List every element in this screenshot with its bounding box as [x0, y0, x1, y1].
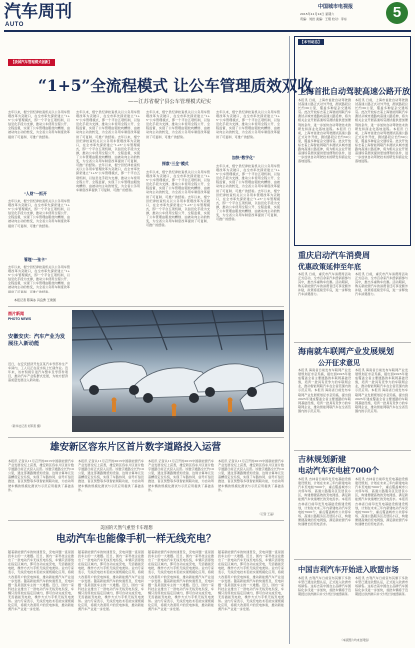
- right-item-3-title: 海南就车联网产业发展规划: [298, 346, 394, 356]
- news2-credit: （记者 王晶）: [258, 512, 276, 516]
- news4-body-col-2: 随着新能源汽车的快速普及，充电问题一直是困扰车主的一大难题。近日，国内一家科技企业推出了一款电动汽车无线充电系统，车辆只需停放在指定区域内，即可自动完成充电，无需插拔充电枪，操作方式与手机无线充电类似。业内专家表示，无线充电技术若能实现规模化应用，将极大改善用户的充电体验，推动新能源汽车产业进一步发展。随着新能源汽车的快速普及，充电问题一直是困扰车主的一大难题。近日，国内一家科技企业推出了一款电动汽车无线充电系统，车辆只需停放在指定区域内，即可自动完成充电，无需插拔充电枪，操作方式与手机无线充电类似。业内专家表示，无线充电技术若能实现规模化应用，将极大改善用户的充电体验，推动新能源汽车产业进一步发展。: [78, 550, 144, 612]
- date-line: 2015年11月14日 星期六: [300, 12, 335, 16]
- right-item-3-body-a: 本报讯 海南省日前发布车联网产业发展规划征求意见稿，提出到2025年建成覆盖全省主要道路的车联网基础设施，培育一批具有竞争力的车联网企业，推动智能网联汽车在全省范围内的示范应用。本报讯 海南省日前发布车联网产业发展规划征求意见稿，提出到2025年建成覆盖全省主要道路的车联网基础设施，培育一批具有竞争力的车联网企业，推动智能网联汽车在全省范围内的示范应用。: [298, 368, 351, 413]
- photo-divider: [8, 437, 284, 438]
- right-item-5-title: 中国吉利汽车开始进入欧盟市场: [298, 565, 399, 574]
- right-item-3-subtitle: 公开征求意见: [318, 358, 360, 367]
- right-item-2-title: 重庆启动汽车消费周: [298, 250, 370, 260]
- factory-photo: [72, 310, 284, 432]
- news2-body-col-2: 本报讯 记者从11月召开的2015中国新能源汽车产业发展论坛上获悉，雄安新区容东片区首片数字道路日前正式投入运营。该数字道路全长约10公里，通过部署路侧感知设备、边缘计算单元及高精度定位系统，实现了车路协同、信号灯信息推送、盲区预警等多项智能网联功能，为自动驾驶车辆的规模化测试与示范应用提供了基础条件。: [78, 459, 144, 492]
- right-item-2-subtitle: 优惠政策延伸至年底: [298, 262, 361, 271]
- lead-body-col-4: 去年以来，棍宁县纪律检查机关以公务用车管理改革为突破口，在全市率先探索建立“1+5”公车管理模式，即一个平台五项机制，以信息化手段为支撑，推动公车使用全程公开、全程监督，实现了公车管理由粗放向精细、由被动向主动的转变，为全省公务用车制度改革提供了可复制、可推广的经验。: [216, 110, 280, 139]
- newspaper-name: 中国城市电视报: [318, 4, 354, 10]
- lead-subtitle: ——江苏省棍宁县公车管理模式纪实: [128, 99, 212, 105]
- lead-author: 本报记者 陈海冰 冯良勇 王建国: [14, 298, 56, 302]
- photo-caption-body: 近日，在安庆经济开发区某汽车零部件生产车间内，工人们正在流水线上忙碌作业。近年来，该市积极引进汽车整车及零部件项目，推动汽车产业集群式发展，为地方经济高质量发展注入新动能。: [8, 362, 68, 383]
- right-item-4-body-b: 本报讯 吉林省日前印发充电基础设施建设规划，计划在未来三年内新建电动汽车充电桩7000个，重点覆盖城市公共停车场、高速公路服务区及居民小区，构建便捷高效的充电网络，满足新能源汽车快速增长的充电需求。本报讯 吉林省日前印发充电基础设施建设规划，计划在未来三年内新建电动汽车充电桩7000个，重点覆盖城市公共停车场、高速公路服务区及居民小区，构建便捷高效的充电网络，满足新能源汽车快速增长的充电需求。: [355, 477, 408, 527]
- photo-credit: （新华社记者 刘军喜 摄）: [10, 424, 43, 428]
- lead-subhead-3: 探索“三全”模式: [162, 162, 189, 166]
- news4-body-col-3: 随着新能源汽车的快速普及，充电问题一直是困扰车主的一大难题。近日，国内一家科技企业推出了一款电动汽车无线充电系统，车辆只需停放在指定区域内，即可自动完成充电，无需插拔充电枪，操作方式与手机无线充电类似。业内专家表示，无线充电技术若能实现规模化应用，将极大改善用户的充电体验，推动新能源汽车产业进一步发展。随着新能源汽车的快速普及，充电问题一直是困扰车主的一大难题。近日，国内一家科技企业推出了一款电动汽车无线充电系统，车辆只需停放在指定区域内，即可自动完成充电，无需插拔充电枪，操作方式与手机无线充电类似。业内专家表示，无线充电技术若能实现规模化应用，将极大改善用户的充电体验，推动新能源汽车产业进一步发展。: [148, 550, 214, 612]
- right-divider-2: [294, 450, 411, 451]
- lead-body-col-3: 去年以来，棍宁县纪律检查机关以公务用车管理改革为突破口，在全市率先探索建立“1+5”公车管理模式，即一个平台五项机制，以信息化手段为支撑，推动公车使用全程公开、全程监督，实现了公车管理由粗放向精细、由被动向主动的转变，为全省公务用车制度改革提供了可复制、可推广的经验。: [146, 110, 210, 139]
- right-item-1-body-a: 本报讯 日前，上海市首批自动驾驶测试高速公路正式对外开放，测试路段总长约30公里，覆盖多种复杂交通场景。此次开放标志着上海智能网联汽车测试从城市道路向高速公路延伸，将为相关企业开展高速场景测试提供更加便利的条件，进一步加快自动驾驶技术的研发和商业化落地进程。本报讯 日前，上海市首批自动驾驶测试高速公路正式对外开放，测试路段总长约30公里，覆盖多种复杂交通场景。此次开放标志着上海智能网联汽车测试从城市道路向高速公路延伸，将为相关企业开展高速场景测试提供更加便利的条件，进一步加快自动驾驶技术的研发和商业化落地进程。: [298, 98, 351, 164]
- lead-subhead-2: 管理“一张卡”: [24, 258, 47, 262]
- right-item-5-body-a: 本报讯 吉利汽车日前宣布其旗下多款车型已通过欧盟认证，正式进入欧洲市场销售。这标志着中国自主品牌汽车国际化步伐进一步加快，首批车辆将于近期抵达欧洲港口并交付给当地经销商。: [298, 576, 351, 597]
- right-item-3-body-b: 本报讯 海南省日前发布车联网产业发展规划征求意见稿，提出到2025年建成覆盖全省主要道路的车联网基础设施，培育一批具有竞争力的车联网企业，推动智能网联汽车在全省范围内的示范应用。本报讯 海南省日前发布车联网产业发展规划征求意见稿，提出到2025年建成覆盖全省主要道路的车联网基础设施，培育一批具有竞争力的车联网企业，推动智能网联汽车在全省范围内的示范应用。: [355, 368, 408, 413]
- right-item-4-subtitle: 电动汽车充电桩7000个: [298, 466, 379, 475]
- right-divider-3: [294, 559, 411, 560]
- lead-body-col-2: 去年以来，棍宁县纪律检查机关以公务用车管理改革为突破口，在全市率先探索建立“1+5”公车管理模式，即一个平台五项机制，以信息化手段为支撑，推动公车使用全程公开、全程监督，实现了公车管理由粗放向精细、由被动向主动的转变，为全省公务用车制度改革提供了可复制、可推广的经验。去年以来，棍宁县纪律检查机关以公务用车管理改革为突破口，在全市率先探索建立“1+5”公车管理模式，即一个平台五项机制，以信息化手段为支撑，推动公车使用全程公开、全程监督，实现了公车管理由粗放向精细、由被动向主动的转变，为全省公务用车制度改革提供了可复制、可推广的经验。去年以来，棍宁县纪律检查机关以公务用车管理改革为突破口，在全市率先探索建立“1+5”公车管理模式，即一个平台五项机制，以信息化手段为支撑，推动公车使用全程公开、全程监督，实现了公车管理由粗放向精细、由被动向主动的转变，为全省公务用车制度改革提供了可复制、可推广的经验。: [76, 110, 140, 192]
- news2-title: 雄安新区容东片区首片数字道路投入运营: [50, 442, 222, 453]
- section-title-en: AUTO: [5, 22, 24, 28]
- right-item-4-body-a: 本报讯 吉林省日前印发充电基础设施建设规划，计划在未来三年内新建电动汽车充电桩7000个，重点覆盖城市公共停车场、高速公路服务区及居民小区，构建便捷高效的充电网络，满足新能源汽车快速增长的充电需求。本报讯 吉林省日前印发充电基础设施建设规划，计划在未来三年内新建电动汽车充电桩7000个，重点覆盖城市公共停车场、高速公路服务区及居民小区，构建便捷高效的充电网络，满足新能源汽车快速增长的充电需求。: [298, 477, 351, 527]
- news2-body-col-3: 本报讯 记者从11月召开的2015中国新能源汽车产业发展论坛上获悉，雄安新区容东片区首片数字道路日前正式投入运营。该数字道路全长约10公里，通过部署路侧感知设备、边缘计算单元及高精度定位系统，实现了车路协同、信号灯信息推送、盲区预警等多项智能网联功能，为自动驾驶车辆的规模化测试与示范应用提供了基础条件。: [148, 459, 214, 492]
- lead-body-col-4b: 去年以来，棍宁县纪律检查机关以公务用车管理改革为突破口，在全市率先探索建立“1+5”公车管理模式，即一个平台五项机制，以信息化手段为支撑，推动公车使用全程公开、全程监督，实现了公车管理由粗放向精细、由被动向主动的转变，为全省公务用车制度改革提供了可复制、可推广的经验。去年以来，棍宁县纪律检查机关以公务用车管理改革为突破口，在全市率先探索建立“1+5”公车管理模式，即一个平台五项机制，以信息化手段为支撑，推动公车使用全程公开、全程监督，实现了公车管理由粗放向精细、由被动向主动的转变，为全省公务用车制度改革提供了可复制、可推广的经验。: [216, 164, 280, 222]
- header-rule: [4, 30, 411, 32]
- lead-body-col-1: 去年以来，棍宁县纪律检查机关以公务用车管理改革为突破口，在全市率先探索建立“1+5”公车管理模式，即一个平台五项机制，以信息化手段为支撑，推动公车使用全程公开、全程监督，实现了公车管理由粗放向精细、由被动向主动的转变，为全省公务用车制度改革提供了可复制、可推广的经验。: [8, 110, 70, 139]
- right-item-1-title: 上海首批自动驾驶高速公路开放: [298, 86, 410, 96]
- lead-subhead-1: “人财”一抓开: [24, 192, 47, 196]
- news4-title: 电动汽车也能像手机一样无线充电？: [56, 534, 216, 545]
- lead-body-col-3b: 去年以来，棍宁县纪律检查机关以公务用车管理改革为突破口，在全市率先探索建立“1+5”公车管理模式，即一个平台五项机制，以信息化手段为支撑，推动公车使用全程公开、全程监督，实现了公车管理由粗放向精细、由被动向主动的转变，为全省公务用车制度改革提供了可复制、可推广的经验。去年以来，棍宁县纪律检查机关以公务用车管理改革为突破口，在全市率先探索建立“1+5”公车管理模式，即一个平台五项机制，以信息化手段为支撑，推动公车使用全程公开、全程监督，实现了公车管理由粗放向精细、由被动向主动的转变，为全省公务用车制度改革提供了可复制、可推广的经验。: [146, 170, 210, 228]
- photo-caption-title: 安徽安庆：汽车产业为发展注入新动能: [8, 334, 66, 347]
- photo-label: 图片新闻: [8, 311, 24, 316]
- lead-title: “1+5”全流程模式 让公车管理质效双收: [38, 76, 313, 95]
- news2-body-col-1: 本报讯 记者从11月召开的2015中国新能源汽车产业发展论坛上获悉，雄安新区容东片区首片数字道路日前正式投入运营。该数字道路全长约10公里，通过部署路侧感知设备、边缘计算单元及高精度定位系统，实现了车路协同、信号灯信息推送、盲区预警等多项智能网联功能，为自动驾驶车辆的规模化测试与示范应用提供了基础条件。: [8, 459, 74, 492]
- right-item-2-body-a: 本报讯 日前，重庆市汽车消费周活动正式启动，全市百余家汽车经销商参与其中，推出多重购车优惠。活动期间，购买新能源汽车的消费者还可享受额外补贴，政策将延续至年底，进一步释放汽车消费潜力。: [298, 272, 351, 297]
- right-item-4-title: 吉林规划新建: [298, 454, 346, 464]
- news2-body-col-4: 本报讯 记者从11月召开的2015中国新能源汽车产业发展论坛上获悉，雄安新区容东片区首片数字道路日前正式投入运营。该数字道路全长约10公里，通过部署路侧感知设备、边缘计算单元及高精度定位系统，实现了车路协同、信号灯信息推送、盲区预警等多项智能网联功能，为自动驾驶车辆的规模化测试与示范应用提供了基础条件。: [218, 459, 284, 492]
- right-divider-1: [294, 342, 411, 343]
- news2-divider: [8, 520, 284, 521]
- news4-body-col-4: 随着新能源汽车的快速普及，充电问题一直是困扰车主的一大难题。近日，国内一家科技企业推出了一款电动汽车无线充电系统，车辆只需停放在指定区域内，即可自动完成充电，无需插拔充电枪，操作方式与手机无线充电类似。业内专家表示，无线充电技术若能实现规模化应用，将极大改善用户的充电体验，推动新能源汽车产业进一步发展。随着新能源汽车的快速普及，充电问题一直是困扰车主的一大难题。近日，国内一家科技企业推出了一款电动汽车无线充电系统，车辆只需停放在指定区域内，即可自动完成充电，无需插拔充电枪，操作方式与手机无线充电类似。业内专家表示，无线充电技术若能实现规模化应用，将极大改善用户的充电体验，推动新能源汽车产业进一步发展。: [218, 550, 284, 612]
- lead-body-col-1c: 去年以来，棍宁县纪律检查机关以公务用车管理改革为突破口，在全市率先探索建立“1+5”公车管理模式，即一个平台五项机制，以信息化手段为支撑，推动公车使用全程公开、全程监督，实现了公车管理由粗放向精细、由被动向主动的转变，为全省公务用车制度改革提供了可复制、可推广的经验。: [8, 265, 70, 293]
- lead-label: 【我国汽车管理模式创新】: [8, 59, 55, 66]
- news4-kicker: 美国的天然气重型卡车理想: [100, 526, 153, 531]
- lead-body-col-1b: 去年以来，棍宁县纪律检查机关以公务用车管理改革为突破口，在全市率先探索建立“1+5”公车管理模式，即一个平台五项机制，以信息化手段为支撑，推动公车使用全程公开、全程监督，实现了公车管理由粗放向精细、由被动向主动的转变，为全省公务用车制度改革提供了可复制、可推广的经验。: [8, 199, 70, 228]
- right-item-2-body-b: 本报讯 日前，重庆市汽车消费周活动正式启动，全市百余家汽车经销商参与其中，推出多重购车优惠。活动期间，购买新能源汽车的消费者还可享受额外补贴，政策将延续至年底，进一步释放汽车消费潜力。: [355, 272, 408, 297]
- factory-photo-illustration: [72, 310, 284, 432]
- page-number-badge: [386, 2, 408, 24]
- right-box-label: 【本刊动态】: [300, 39, 322, 44]
- right-item-5-body-b: 本报讯 吉利汽车日前宣布其旗下多款车型已通过欧盟认证，正式进入欧洲市场销售。这标志着中国自主品牌汽车国际化步伐进一步加快，首批车辆将于近期抵达欧洲港口并交付给当地经销商。: [355, 576, 408, 597]
- lead-divider: [8, 306, 284, 307]
- right-footer-note: （本版图片均来自网络）: [340, 638, 371, 642]
- right-column-border: [289, 36, 290, 644]
- section-title: 汽车周刊: [4, 2, 72, 21]
- photo-label-en: PHOTO NEWS: [8, 317, 32, 321]
- edition-line: 责编：刘岩 美编：王翔 校对：李东: [300, 17, 347, 21]
- lead-subhead-4: 加快“数字化”: [232, 156, 255, 160]
- page-number: 5: [392, 4, 402, 21]
- right-item-1-body-b: 本报讯 日前，上海市首批自动驾驶测试高速公路正式对外开放，测试路段总长约30公里，覆盖多种复杂交通场景。此次开放标志着上海智能网联汽车测试从城市道路向高速公路延伸，将为相关企业开展高速场景测试提供更加便利的条件，进一步加快自动驾驶技术的研发和商业化落地进程。本报讯 日前，上海市首批自动驾驶测试高速公路正式对外开放，测试路段总长约30公里，覆盖多种复杂交通场景。此次开放标志着上海智能网联汽车测试从城市道路向高速公路延伸，将为相关企业开展高速场景测试提供更加便利的条件，进一步加快自动驾驶技术的研发和商业化落地进程。: [355, 98, 408, 164]
- news4-body-col-1: 随着新能源汽车的快速普及，充电问题一直是困扰车主的一大难题。近日，国内一家科技企业推出了一款电动汽车无线充电系统，车辆只需停放在指定区域内，即可自动完成充电，无需插拔充电枪，操作方式与手机无线充电类似。业内专家表示，无线充电技术若能实现规模化应用，将极大改善用户的充电体验，推动新能源汽车产业进一步发展。随着新能源汽车的快速普及，充电问题一直是困扰车主的一大难题。近日，国内一家科技企业推出了一款电动汽车无线充电系统，车辆只需停放在指定区域内，即可自动完成充电，无需插拔充电枪，操作方式与手机无线充电类似。业内专家表示，无线充电技术若能实现规模化应用，将极大改善用户的充电体验，推动新能源汽车产业进一步发展。: [8, 550, 74, 612]
